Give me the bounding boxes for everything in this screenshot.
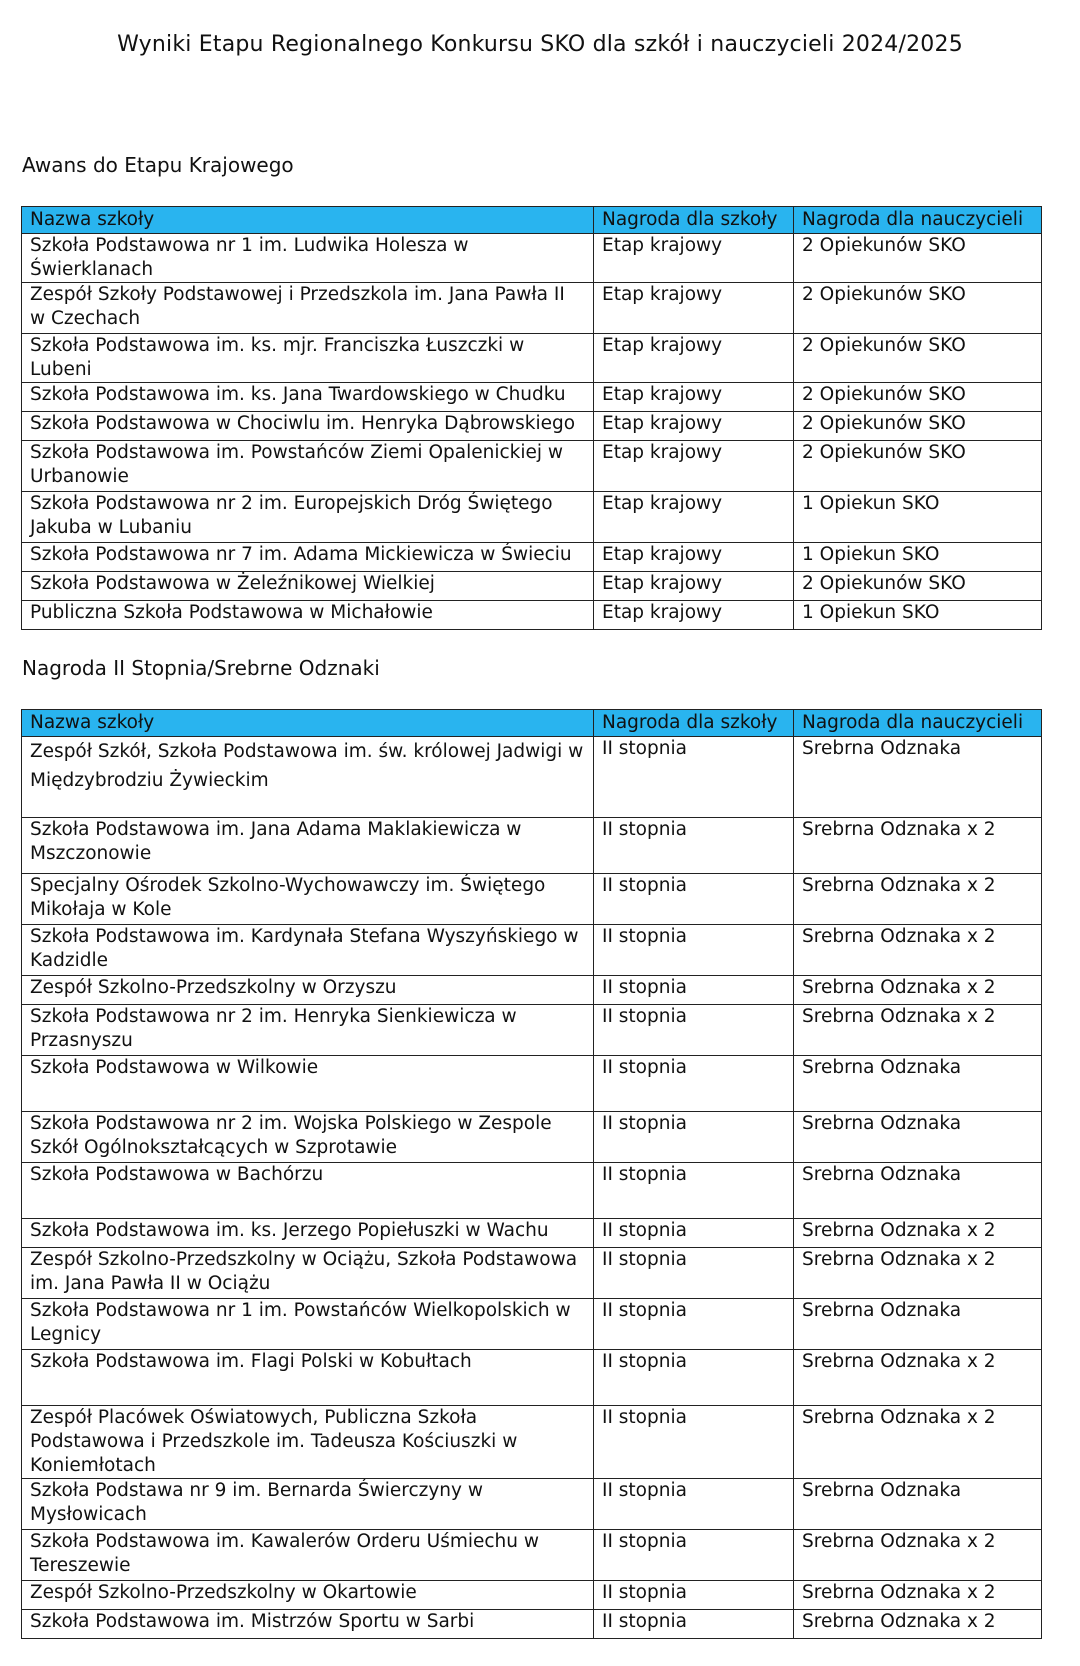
school-name-cell: Zespół Szkół, Szkoła Podstawowa im. św. królowej Jadwigi w Międzybrodziu Żywieckim (22, 737, 594, 818)
school-award-cell: Etap krajowy (594, 283, 794, 334)
teacher-award-cell: 2 Opiekunów SKO (794, 572, 1042, 601)
school-name-cell: Szkoła Podstawowa im. Powstańców Ziemi Opalenickiej w Urbanowie (22, 441, 594, 492)
school-name-cell: Szkoła Podstawowa nr 1 im. Ludwika Holesza w Świerklanach (22, 234, 594, 283)
table-header-row (22, 710, 1042, 737)
silver-badge-table (21, 709, 1042, 1639)
school-name-cell: Szkoła Podstawowa w Bachórzu (22, 1163, 594, 1219)
teacher-award-cell: Srebrna Odznaka (794, 1163, 1042, 1219)
column-header-school: Nazwa szkoły (22, 207, 594, 234)
table-row (22, 1581, 1042, 1610)
school-name-cell: Szkoła Podstawowa im. ks. Jana Twardowskiego w Chudku (22, 383, 594, 412)
teacher-award-cell: Srebrna Odznaka (794, 1479, 1042, 1530)
school-award-cell: II stopnia (594, 1479, 794, 1530)
table-row (22, 1005, 1042, 1056)
column-header-teacher-award: Nagroda dla nauczycieli (794, 207, 1042, 234)
teacher-award-cell: 1 Opiekun SKO (794, 601, 1042, 630)
table-row (22, 976, 1042, 1005)
teacher-award-cell: Srebrna Odznaka x 2 (794, 1530, 1042, 1581)
school-award-cell: II stopnia (594, 1406, 794, 1479)
table-row (22, 572, 1042, 601)
school-award-cell: II stopnia (594, 1350, 794, 1406)
table-row (22, 492, 1042, 543)
table-row (22, 283, 1042, 334)
school-award-cell: Etap krajowy (594, 412, 794, 441)
teacher-award-cell: Srebrna Odznaka x 2 (794, 1248, 1042, 1299)
school-award-cell: II stopnia (594, 1299, 794, 1350)
school-award-cell: Etap krajowy (594, 383, 794, 412)
section-heading-national: Awans do Etapu Krajowego (22, 153, 294, 177)
teacher-award-cell: Srebrna Odznaka x 2 (794, 1350, 1042, 1406)
school-award-cell: Etap krajowy (594, 492, 794, 543)
teacher-award-cell: Srebrna Odznaka x 2 (794, 925, 1042, 976)
national-stage-table (21, 206, 1042, 630)
school-award-cell: II stopnia (594, 1056, 794, 1112)
school-name-cell: Szkoła Podstawa nr 9 im. Bernarda Świerczyny w Mysłowicach (22, 1479, 594, 1530)
school-award-cell: II stopnia (594, 1581, 794, 1610)
table-row (22, 818, 1042, 874)
teacher-award-cell: Srebrna Odznaka x 2 (794, 874, 1042, 925)
school-name-cell: Szkoła Podstawowa w Chociwlu im. Henryka Dąbrowskiego (22, 412, 594, 441)
table-row (22, 412, 1042, 441)
teacher-award-cell: Srebrna Odznaka x 2 (794, 1581, 1042, 1610)
table-row (22, 1219, 1042, 1248)
teacher-award-cell: Srebrna Odznaka x 2 (794, 976, 1042, 1005)
table-row (22, 601, 1042, 630)
school-name-cell: Szkoła Podstawowa im. Kawalerów Orderu Uśmiechu w Tereszewie (22, 1530, 594, 1581)
school-award-cell: II stopnia (594, 1248, 794, 1299)
table-row (22, 543, 1042, 572)
school-name-cell: Zespół Szkolno-Przedszkolny w Ociążu, Szkoła Podstawowa im. Jana Pawła II w Ociążu (22, 1248, 594, 1299)
table-row (22, 874, 1042, 925)
teacher-award-cell: Srebrna Odznaka x 2 (794, 1610, 1042, 1639)
school-award-cell: II stopnia (594, 818, 794, 874)
section-heading-silver: Nagroda II Stopnia/Srebrne Odznaki (22, 656, 380, 680)
teacher-award-cell: 1 Opiekun SKO (794, 543, 1042, 572)
school-award-cell: II stopnia (594, 1610, 794, 1639)
table-row (22, 234, 1042, 283)
school-award-cell: II stopnia (594, 1219, 794, 1248)
teacher-award-cell: 2 Opiekunów SKO (794, 283, 1042, 334)
school-name-cell: Szkoła Podstawowa nr 2 im. Europejskich Dróg Świętego Jakuba w Lubaniu (22, 492, 594, 543)
school-award-cell: II stopnia (594, 737, 794, 818)
school-award-cell: II stopnia (594, 976, 794, 1005)
school-name-cell: Szkoła Podstawowa w Wilkowie (22, 1056, 594, 1112)
school-award-cell: Etap krajowy (594, 572, 794, 601)
school-name-cell: Szkoła Podstawowa im. Mistrzów Sportu w Sarbi (22, 1610, 594, 1639)
table-row (22, 441, 1042, 492)
school-award-cell: II stopnia (594, 1005, 794, 1056)
table-row (22, 1299, 1042, 1350)
school-name-cell: Szkoła Podstawowa nr 2 im. Henryka Sienkiewicza w Przasnyszu (22, 1005, 594, 1056)
school-name-cell: Szkoła Podstawowa im. ks. Jerzego Popiełuszki w Wachu (22, 1219, 594, 1248)
school-name-cell: Szkoła Podstawowa im. ks. mjr. Franciszka Łuszczki w Lubeni (22, 334, 594, 383)
table-row (22, 383, 1042, 412)
school-award-cell: Etap krajowy (594, 234, 794, 283)
table-row (22, 1248, 1042, 1299)
teacher-award-cell: 2 Opiekunów SKO (794, 383, 1042, 412)
school-name-cell: Szkoła Podstawowa im. Flagi Polski w Kobułtach (22, 1350, 594, 1406)
table-row (22, 1406, 1042, 1479)
school-award-cell: Etap krajowy (594, 601, 794, 630)
table-header-row (22, 207, 1042, 234)
school-name-cell: Zespół Szkoły Podstawowej i Przedszkola im. Jana Pawła II w Czechach (22, 283, 594, 334)
school-award-cell: II stopnia (594, 874, 794, 925)
table-row (22, 1112, 1042, 1163)
school-award-cell: Etap krajowy (594, 441, 794, 492)
teacher-award-cell: Srebrna Odznaka x 2 (794, 818, 1042, 874)
table-row (22, 925, 1042, 976)
school-name-cell: Szkoła Podstawowa nr 1 im. Powstańców Wielkopolskich w Legnicy (22, 1299, 594, 1350)
table-row (22, 1530, 1042, 1581)
teacher-award-cell: Srebrna Odznaka (794, 1299, 1042, 1350)
teacher-award-cell: Srebrna Odznaka (794, 737, 1042, 818)
table-row (22, 737, 1042, 818)
school-name-cell: Specjalny Ośrodek Szkolno-Wychowawczy im. Świętego Mikołaja w Kole (22, 874, 594, 925)
school-name-cell: Zespół Szkolno-Przedszkolny w Orzyszu (22, 976, 594, 1005)
teacher-award-cell: 2 Opiekunów SKO (794, 334, 1042, 383)
column-header-school-award: Nagroda dla szkoły (594, 710, 794, 737)
school-award-cell: Etap krajowy (594, 334, 794, 383)
column-header-teacher-award: Nagroda dla nauczycieli (794, 710, 1042, 737)
teacher-award-cell: 2 Opiekunów SKO (794, 234, 1042, 283)
school-award-cell: Etap krajowy (594, 543, 794, 572)
teacher-award-cell: Srebrna Odznaka (794, 1056, 1042, 1112)
column-header-school: Nazwa szkoły (22, 710, 594, 737)
school-name-cell: Zespół Szkolno-Przedszkolny w Okartowie (22, 1581, 594, 1610)
school-name-cell: Szkoła Podstawowa w Żeleźnikowej Wielkiej (22, 572, 594, 601)
school-name-cell: Publiczna Szkoła Podstawowa w Michałowie (22, 601, 594, 630)
teacher-award-cell: Srebrna Odznaka x 2 (794, 1219, 1042, 1248)
teacher-award-cell: 2 Opiekunów SKO (794, 412, 1042, 441)
table-row (22, 1479, 1042, 1530)
table-row (22, 334, 1042, 383)
school-name-cell: Szkoła Podstawowa im. Jana Adama Maklakiewicza w Mszczonowie (22, 818, 594, 874)
table-row (22, 1610, 1042, 1639)
school-award-cell: II stopnia (594, 1163, 794, 1219)
table-row (22, 1163, 1042, 1219)
column-header-school-award: Nagroda dla szkoły (594, 207, 794, 234)
teacher-award-cell: Srebrna Odznaka x 2 (794, 1406, 1042, 1479)
teacher-award-cell: 2 Opiekunów SKO (794, 441, 1042, 492)
school-award-cell: II stopnia (594, 925, 794, 976)
school-award-cell: II stopnia (594, 1112, 794, 1163)
page-title: Wyniki Etapu Regionalnego Konkursu SKO dla szkół i nauczycieli 2024/2025 (117, 32, 963, 57)
school-name-cell: Szkoła Podstawowa nr 2 im. Wojska Polskiego w Zespole Szkół Ogólnokształcących w Szprotawie (22, 1112, 594, 1163)
teacher-award-cell: 1 Opiekun SKO (794, 492, 1042, 543)
school-award-cell: II stopnia (594, 1530, 794, 1581)
school-name-cell: Szkoła Podstawowa im. Kardynała Stefana Wyszyńskiego w Kadzidle (22, 925, 594, 976)
school-name-cell: Zespół Placówek Oświatowych, Publiczna Szkoła Podstawowa i Przedszkole im. Tadeusza Kościuszki w Koniemłotach (22, 1406, 594, 1479)
school-name-cell: Szkoła Podstawowa nr 7 im. Adama Mickiewicza w Świeciu (22, 543, 594, 572)
teacher-award-cell: Srebrna Odznaka x 2 (794, 1005, 1042, 1056)
table-row (22, 1056, 1042, 1112)
table-row (22, 1350, 1042, 1406)
teacher-award-cell: Srebrna Odznaka (794, 1112, 1042, 1163)
